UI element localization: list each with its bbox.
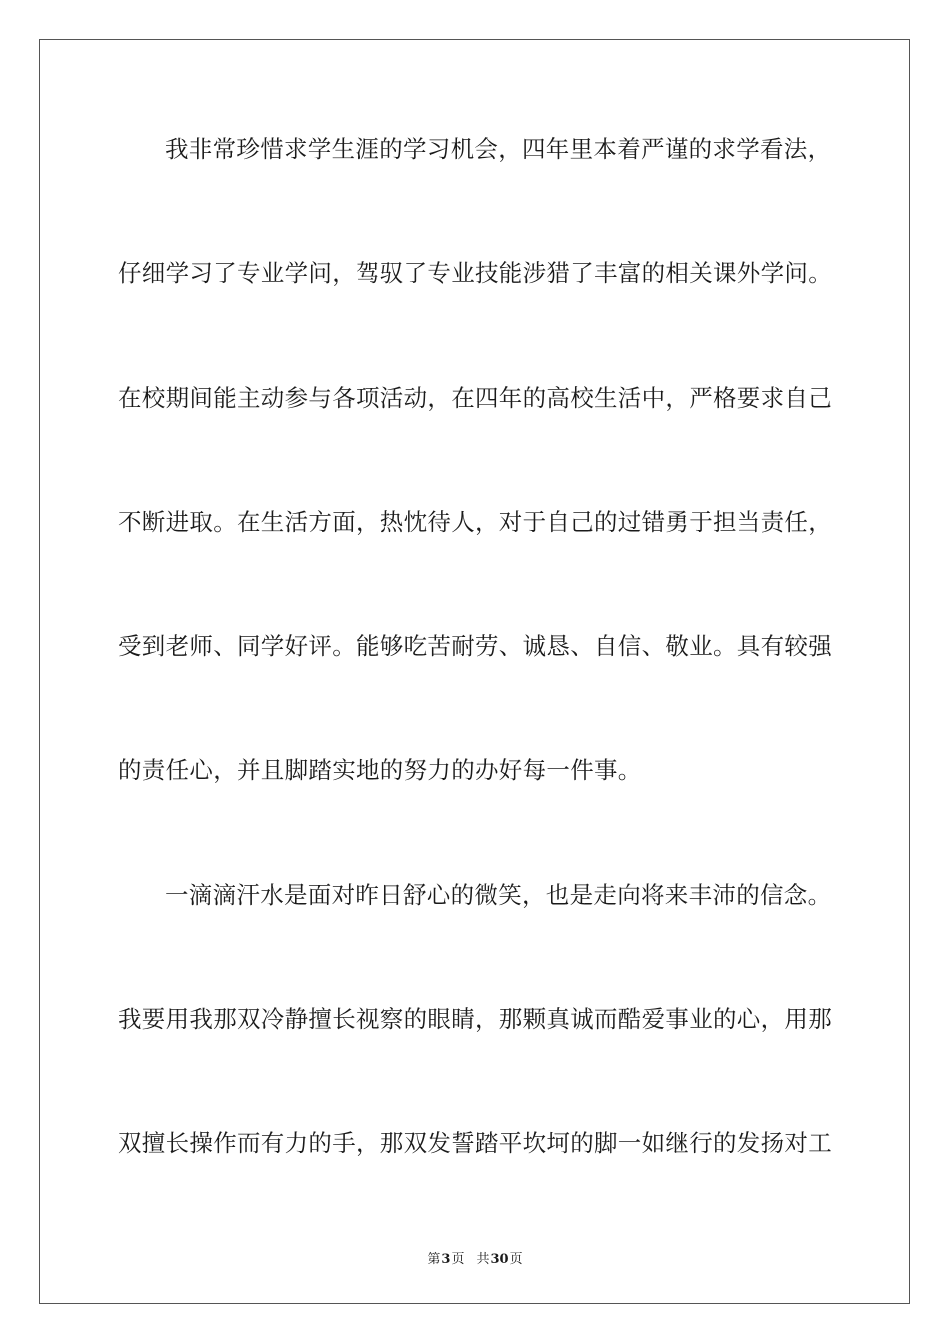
paragraph-2-line-1: 一滴滴汗水是面对昨日舒心的微笑，也是走向将来丰沛的信念。 xyxy=(165,880,832,909)
paragraph-1-line-2: 仔细学习了专业学问，驾驭了专业技能涉猎了丰富的相关课外学问。 xyxy=(118,259,832,288)
paragraph-1-line-4: 不断进取。在生活方面，热忱待人，对于自己的过错勇于担当责任， xyxy=(118,507,832,536)
paragraph-1-line-6: 的责任心，并且脚踏实地的努力的办好每一件事。 xyxy=(118,756,642,785)
page-number: 3 xyxy=(441,1252,451,1267)
page-footer xyxy=(0,1248,950,1267)
document-body xyxy=(118,127,834,1246)
page-suffix: 页 xyxy=(451,1252,465,1267)
paragraph-2-line-3: 双擅长操作而有力的手，那双发誓踏平坎坷的脚一如继行的发扬对工 xyxy=(118,1129,832,1158)
total-prefix: 共 xyxy=(476,1252,490,1267)
paragraph-1-line-3: 在校期间能主动参与各项活动，在四年的高校生活中，严格要求自己 xyxy=(118,383,832,412)
page-prefix: 第 xyxy=(427,1252,441,1267)
paragraph-1-line-1: 我非常珍惜求学生涯的学习机会，四年里本着严谨的求学看法， xyxy=(165,135,832,163)
paragraph-1-line-5: 受到老师、同学好评。能够吃苦耐劳、诚恳、自信、敬业。具有较强 xyxy=(118,632,832,661)
total-pages: 30 xyxy=(490,1252,509,1267)
total-suffix: 页 xyxy=(509,1252,523,1267)
paragraph-2-line-2: 我要用我那双冷静擅长视察的眼睛，那颗真诚而酷爱事业的心，用那 xyxy=(118,1005,832,1034)
